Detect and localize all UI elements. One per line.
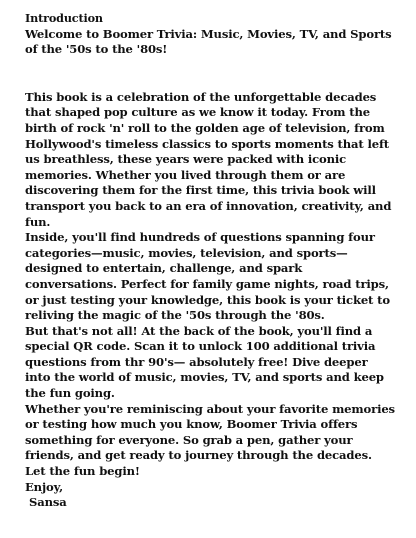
document-page [25, 11, 395, 511]
closing-line: Enjoy, [25, 479, 63, 494]
signature: Sansa [29, 495, 67, 510]
paragraph-inside: Inside, you'll find hundreds of questions spanning four categories—music, movies, television, and sports—designed to entertain, challenge, and spark conversations. Perfect for family game nights, road trips, or just testing your knowledge, this book is your ticket to reliving the magic of the '50s through the '80s. [25, 230, 390, 323]
document-heading: Introduction [25, 11, 103, 25]
spacer [25, 58, 395, 90]
paragraph-intro: This book is a celebration of the unforgettable decades that shaped pop culture as we know it today. From the birth of rock 'n' roll to the golden age of television, from Hollywood's timeless classics to sports moments that left us breathless, these years were packed with iconic memories. Whether you lived through them or are discovering them for the first time, this trivia book will transport you back to an era of innovation, creativity, and fun. [25, 89, 392, 229]
paragraph-qr-code: But that's not all! At the back of the book, you'll find a special QR code. Scan it to unlock 100 additional trivia questions from thr 90's— absolutely free! Dive deeper into the world of music, movies, TV, and sports and keep the fun going. [25, 323, 384, 401]
document-title: Welcome to Boomer Trivia: Music, Movies, TV, and Sports of the '50s to the '80s! [25, 26, 396, 57]
paragraph-closing-remarks: Whether you're reminiscing about your favorite memories or testing how much you know, Boomer Trivia offers something for everyone. So grab a pen, gather your friends, and get ready to journey through the decades. Let the fun begin! [25, 401, 395, 479]
